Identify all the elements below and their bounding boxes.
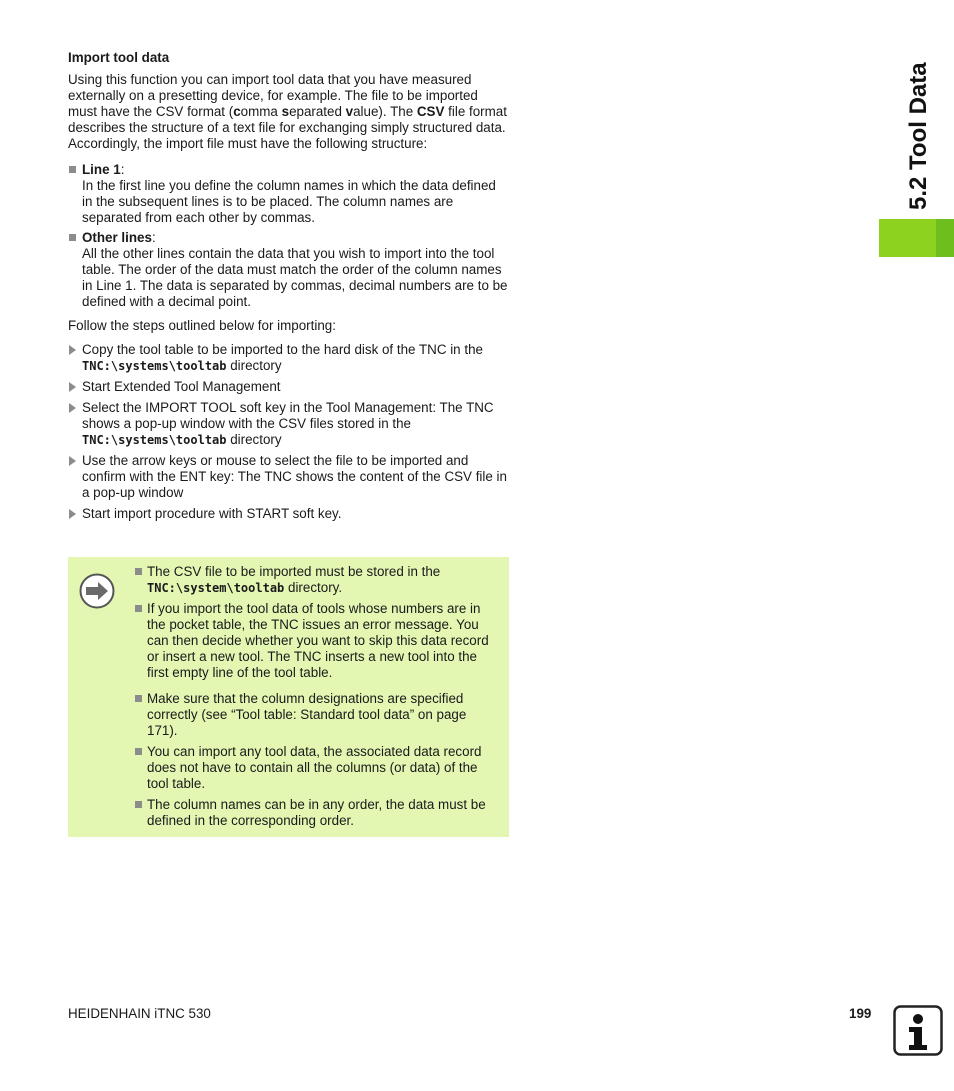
intro-text: alue). The [353, 104, 417, 119]
step-arrow-icon [69, 456, 76, 466]
bullet-square-icon [135, 605, 142, 612]
structure-item-other-lines [68, 230, 510, 310]
intro-c: c [233, 104, 241, 119]
step-code: TNC:\systems\tooltab [82, 433, 227, 447]
intro-text: file format describes the structure of a text file for exchanging simply structured data. Accordingly, the import file must have the following structure: [68, 104, 507, 151]
intro-text: omma [240, 104, 282, 119]
bullet-square-icon [69, 234, 76, 241]
step-text: Start import procedure with START soft key. [82, 506, 342, 521]
step-item [68, 453, 510, 501]
arrow-right-icon [79, 573, 115, 609]
step-code: TNC:\systems\tooltab [82, 359, 227, 373]
section-tab [879, 219, 954, 257]
structure-label: Line 1 [82, 162, 121, 177]
bullet-square-icon [135, 568, 142, 575]
note-text: You can import any tool data, the associated data record does not have to contain all the columns (or data) of the tool table. [147, 744, 482, 791]
note-text: If you import the tool data of tools whose numbers are in the pocket table, the TNC issues an error message. You can then decide whether you want to skip this data record or insert a new tool. The TNC inserts a new tool into the first empty line of the tool table. [147, 601, 489, 680]
step-text: directory [226, 358, 282, 373]
step-arrow-icon [69, 382, 76, 392]
section-tab-accent [936, 219, 954, 257]
note-item [135, 601, 495, 681]
step-text: Select the IMPORT TOOL soft key in the Tool Management: The TNC shows a pop-up window with the CSV files stored in the [82, 400, 494, 431]
intro-csv: CSV [416, 104, 445, 119]
note-text: directory. [284, 580, 343, 595]
note-item [135, 797, 495, 829]
footer-product: HEIDENHAIN iTNC 530 [68, 1006, 211, 1021]
note-item [135, 744, 495, 792]
note-item [135, 564, 495, 596]
note-text: The CSV file to be imported must be stored in the [147, 564, 441, 579]
intro-paragraph [68, 72, 510, 152]
intro-text: eparated [289, 104, 346, 119]
bullet-square-icon [69, 166, 76, 173]
structure-item-line1 [68, 162, 510, 226]
page-heading: Import tool data [68, 50, 170, 65]
step-arrow-icon [69, 403, 76, 413]
steps-list [68, 342, 510, 522]
step-item [68, 342, 510, 374]
step-item [68, 400, 510, 448]
note-list [135, 564, 495, 834]
structure-text: All the other lines contain the data that you wish to import into the tool table. The order of the data must match the order of the column names in Line 1. The data is separated by commas, decimal numbers are to be defined with a decimal point. [82, 246, 508, 309]
step-item [68, 379, 510, 395]
note-item [135, 691, 495, 739]
page-number: 199 [849, 1006, 872, 1021]
bullet-square-icon [135, 801, 142, 808]
step-text: directory [226, 432, 282, 447]
step-item [68, 506, 510, 522]
note-box [68, 557, 509, 837]
intro-s: s [281, 104, 290, 119]
note-code: TNC:\system\tooltab [147, 581, 285, 595]
intro-v: v [345, 104, 354, 119]
step-arrow-icon [69, 345, 76, 355]
follow-text: Follow the steps outlined below for importing: [68, 318, 336, 333]
note-text: Make sure that the column designations are specified correctly (see “Tool table: Standard tool data” on page 171). [147, 691, 467, 738]
structure-label: Other lines [82, 230, 152, 245]
bullet-square-icon [135, 748, 142, 755]
bullet-square-icon [135, 695, 142, 702]
step-arrow-icon [69, 509, 76, 519]
note-text: The column names can be in any order, the data must be defined in the corresponding order. [147, 797, 486, 828]
step-text: Start Extended Tool Management [82, 379, 281, 394]
structure-sep: : [151, 230, 156, 245]
info-icon [893, 1005, 943, 1056]
step-text: Use the arrow keys or mouse to select the file to be imported and confirm with the ENT key: The TNC shows the content of the CSV file in a pop-up window [82, 453, 507, 500]
structure-sep: : [120, 162, 125, 177]
step-text: Copy the tool table to be imported to the hard disk of the TNC in the [82, 342, 483, 357]
structure-text: In the first line you define the column names in which the data defined in the subsequent lines is to be placed. The column names are separated from each other by commas. [82, 178, 496, 225]
section-title: 5.2 Tool Data [905, 62, 932, 210]
main-content [68, 50, 510, 527]
intro-text: Using this function you can import tool data that you have measured externally on a presetting device, for example. The file to be imported must have the CSV format ( [68, 72, 478, 119]
